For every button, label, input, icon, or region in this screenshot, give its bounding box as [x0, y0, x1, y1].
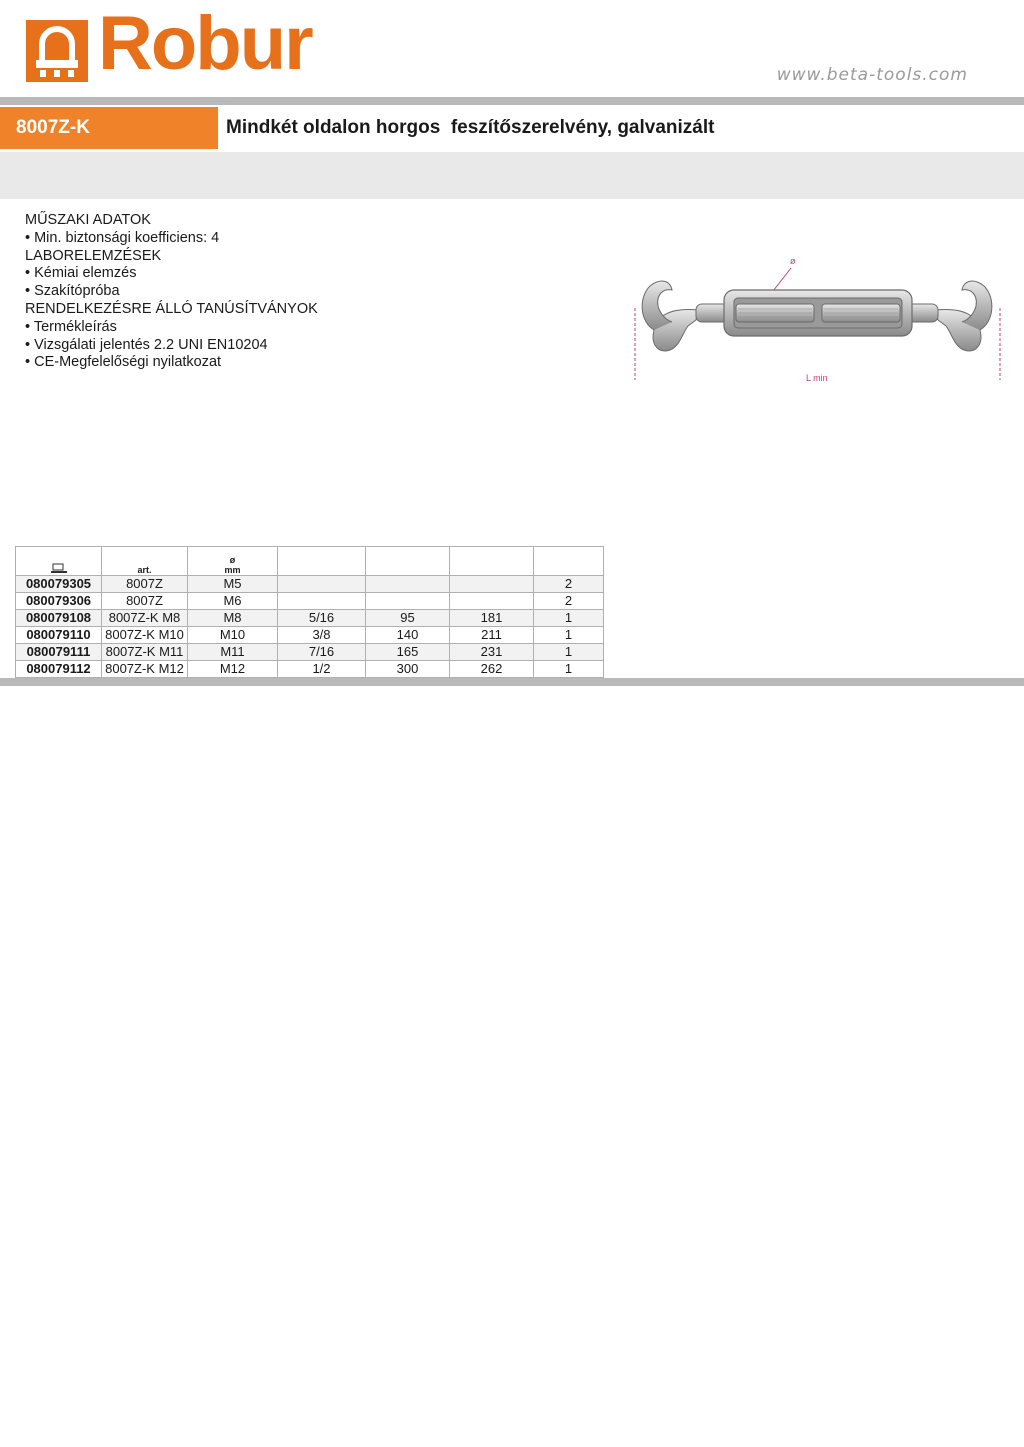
- table-header-row: [16, 547, 604, 576]
- cell-article: 8007Z: [102, 593, 188, 610]
- subtitle-band: [0, 152, 1024, 199]
- turnbuckle-illustration: [626, 250, 1016, 390]
- cell-col5: 300: [366, 661, 450, 678]
- specs-item: • Min. biztonsági koefficiens: 4: [25, 229, 220, 246]
- cell-code: 080079305: [16, 576, 102, 593]
- table-row: [16, 610, 604, 627]
- cell-diameter: M6: [188, 593, 278, 610]
- cell-article: 8007Z: [102, 576, 188, 593]
- product-title: Mindkét oldalon horgos feszítőszerelvény, galvanizált: [226, 117, 715, 138]
- technical-specs: [25, 212, 465, 372]
- header-col6: [450, 547, 534, 576]
- header-code: [16, 547, 102, 576]
- cell-col5: 140: [366, 627, 450, 644]
- specs-item: • CE-Megfelelőségi nyilatkozat: [25, 354, 222, 371]
- cell-col7: 1: [534, 627, 604, 644]
- cell-code: 080079108: [16, 610, 102, 627]
- header-diameter-unit: mm: [224, 565, 241, 575]
- cell-article: 8007Z-K M11: [102, 644, 188, 661]
- cell-code: 080079111: [16, 644, 102, 661]
- cell-diameter: M5: [188, 576, 278, 593]
- table-row: [16, 593, 604, 610]
- product-code: 8007Z-K: [0, 107, 218, 149]
- cell-col7: 1: [534, 661, 604, 678]
- article-table: [15, 546, 604, 678]
- cell-col4: [278, 593, 366, 610]
- cell-col4: 7/16: [278, 644, 366, 661]
- cell-article: 8007Z-K M8: [102, 610, 188, 627]
- cell-col4: 1/2: [278, 661, 366, 678]
- header-divider: [0, 97, 1024, 105]
- cell-col6: 262: [450, 661, 534, 678]
- cell-col5: 165: [366, 644, 450, 661]
- cell-col5: 95: [366, 610, 450, 627]
- header-col5: [366, 547, 450, 576]
- table-row: [16, 627, 604, 644]
- header-diameter-symbol: ø: [229, 555, 236, 565]
- specs-heading: RENDELKEZÉSRE ÁLLÓ TANÚSÍTVÁNYOK: [25, 300, 318, 317]
- cell-diameter: M11: [188, 644, 278, 661]
- footer-divider: [0, 678, 1024, 686]
- cell-col4: 5/16: [278, 610, 366, 627]
- website-url[interactable]: www.beta-tools.com: [776, 65, 968, 85]
- cell-col6: 211: [450, 627, 534, 644]
- cell-col4: 3/8: [278, 627, 366, 644]
- cell-col6: 231: [450, 644, 534, 661]
- cell-diameter: M12: [188, 661, 278, 678]
- cell-code: 080079306: [16, 593, 102, 610]
- cell-article: 8007Z-K M12: [102, 661, 188, 678]
- cell-col6: [450, 593, 534, 610]
- header-col7: [534, 547, 604, 576]
- table-row: [16, 576, 604, 593]
- cell-article: 8007Z-K M10: [102, 627, 188, 644]
- cell-col5: [366, 576, 450, 593]
- cell-col7: 1: [534, 644, 604, 661]
- cell-col5: [366, 593, 450, 610]
- cell-col7: 1: [534, 610, 604, 627]
- barcode-icon: [51, 563, 67, 573]
- specs-item: • Vizsgálati jelentés 2.2 UNI EN10204: [25, 336, 268, 353]
- header-col4: [278, 547, 366, 576]
- cell-code: 080079112: [16, 661, 102, 678]
- diameter-label: ø: [790, 256, 796, 266]
- specs-item: • Kémiai elemzés: [25, 265, 137, 282]
- specs-item: • Termékleírás: [25, 318, 117, 335]
- specs-item: • Szakítópróba: [25, 283, 120, 300]
- header-article: art.: [102, 547, 188, 576]
- specs-heading: LABORELEMZÉSEK: [25, 247, 162, 264]
- cell-col7: 2: [534, 576, 604, 593]
- cell-col4: [278, 576, 366, 593]
- cell-diameter: M8: [188, 610, 278, 627]
- table-row: [16, 644, 604, 661]
- shackle-logo-icon: [26, 20, 88, 82]
- table-row: [16, 661, 604, 678]
- length-label: L min: [806, 373, 828, 383]
- cell-col7: 2: [534, 593, 604, 610]
- header-diameter: [188, 547, 278, 576]
- robur-logo: [26, 1, 336, 86]
- cell-diameter: M10: [188, 627, 278, 644]
- cell-col6: [450, 576, 534, 593]
- cell-code: 080079110: [16, 627, 102, 644]
- logo-wordmark: Robur: [98, 1, 312, 86]
- cell-col6: 181: [450, 610, 534, 627]
- product-title-band: [0, 107, 1024, 149]
- specs-heading: MŰSZAKI ADATOK: [25, 212, 151, 228]
